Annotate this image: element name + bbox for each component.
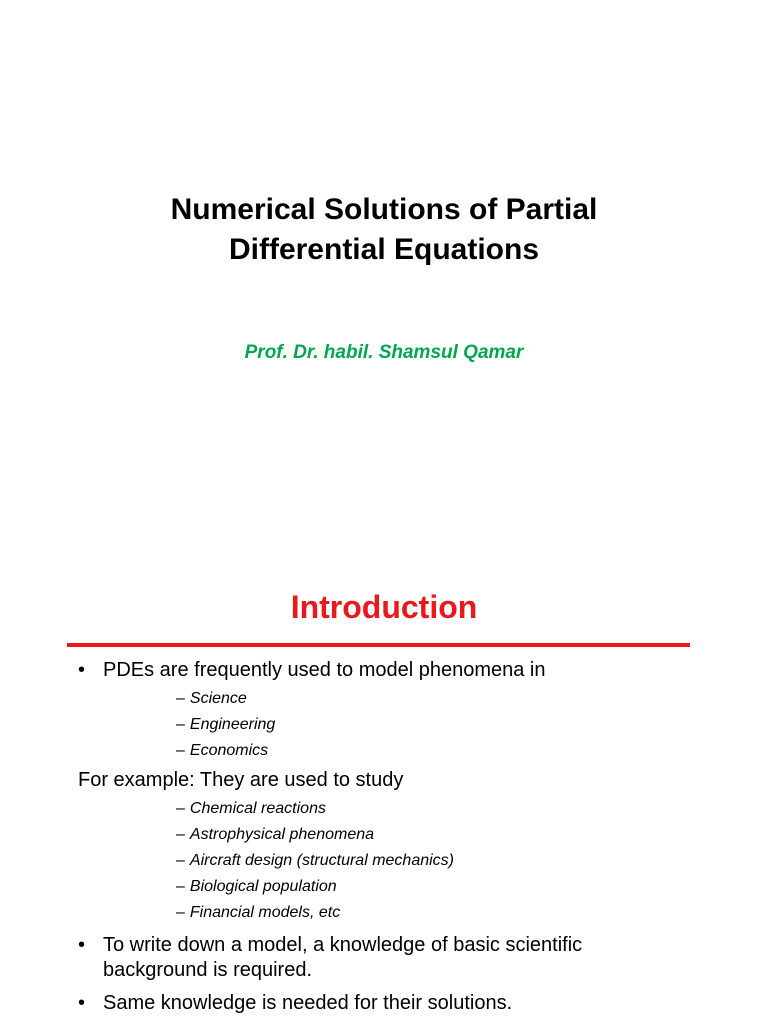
bullet-solution-knowledge (78, 991, 512, 1016)
list-item (176, 712, 275, 738)
bullet-text: To write down a model, a knowledge of basic scientific background is required. (103, 934, 583, 981)
bullet-icon: • (78, 992, 86, 1014)
main-title-line-2: Differential Equations (228, 233, 540, 266)
list-item (176, 874, 454, 900)
dash-icon: – (176, 826, 185, 843)
heading-divider (67, 643, 690, 647)
bullet-pdes-used (78, 658, 546, 683)
list-item-text: Aircraft design (structural mechanics) (189, 852, 454, 869)
introduction-slide (0, 570, 768, 1024)
list-item (176, 796, 454, 822)
list-item (176, 900, 454, 926)
dash-icon: – (176, 800, 185, 817)
bullet-text: PDEs are frequently used to model phenomena in (103, 659, 546, 681)
dash-icon: – (176, 852, 185, 869)
dash-icon: – (176, 716, 185, 733)
list-item-text: Biological population (189, 878, 337, 895)
list-item (176, 848, 454, 874)
bullet-text: Same knowledge is needed for their solutions. (103, 992, 513, 1014)
applications-list (176, 796, 454, 926)
dash-icon: – (176, 690, 185, 707)
list-item-text: Economics (189, 742, 269, 759)
example-intro: For example: They are used to study (78, 769, 404, 791)
main-title (0, 190, 768, 270)
list-item (176, 686, 275, 712)
bullet-icon: • (78, 659, 86, 681)
author-name: Prof. Dr. habil. Shamsul Qamar (244, 342, 524, 363)
dash-icon: – (176, 904, 185, 921)
dash-icon: – (176, 742, 185, 759)
dash-icon: – (176, 878, 185, 895)
introduction-heading: Introduction (290, 589, 478, 625)
bullet-icon: • (78, 934, 86, 956)
list-item-text: Chemical reactions (189, 800, 326, 817)
main-title-line-1: Numerical Solutions of Partial (170, 193, 598, 226)
list-item (176, 822, 454, 848)
phenomena-list (176, 686, 275, 764)
list-item (176, 738, 275, 764)
list-item-text: Astrophysical phenomena (189, 826, 375, 843)
bullet-model-knowledge (78, 933, 648, 983)
list-item-text: Science (189, 690, 247, 707)
list-item-text: Financial models, etc (189, 904, 341, 921)
list-item-text: Engineering (189, 716, 276, 733)
